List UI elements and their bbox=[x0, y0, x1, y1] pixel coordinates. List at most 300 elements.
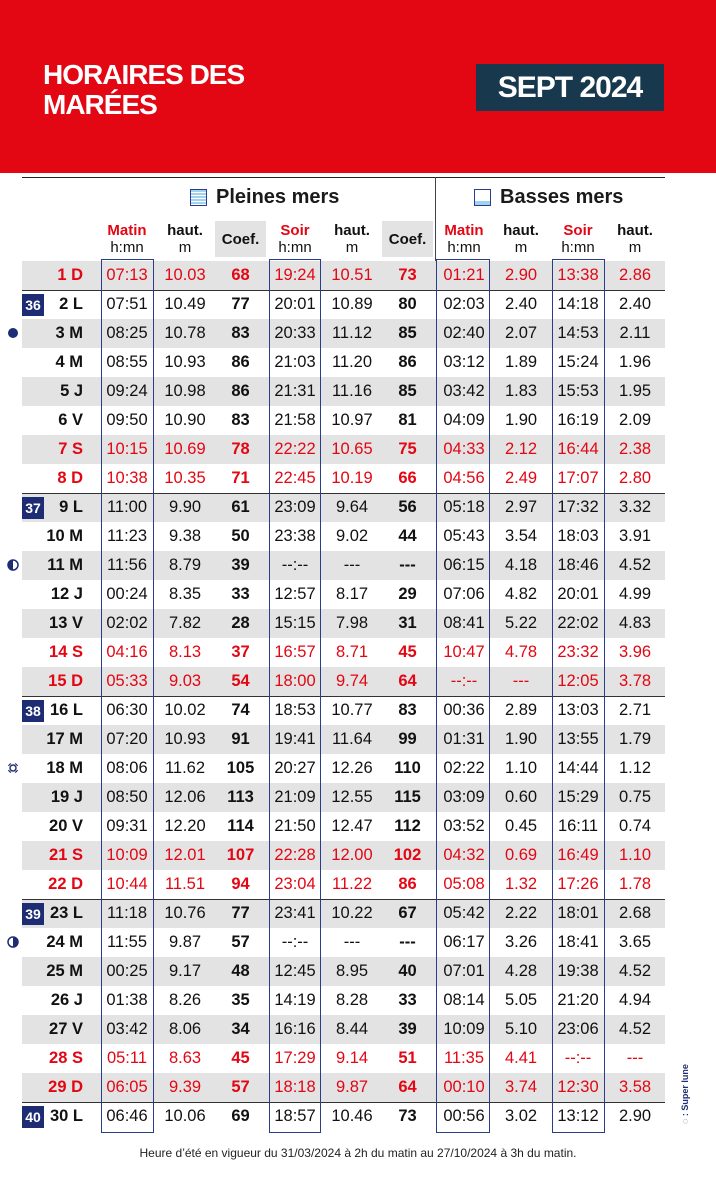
cell-day: 29 D bbox=[48, 1078, 83, 1096]
col-label: Coef. bbox=[388, 230, 427, 248]
cell-hs-h: 12.26 bbox=[331, 759, 373, 777]
cell-ls-t: 21:20 bbox=[557, 991, 599, 1009]
cell-hm-c: 45 bbox=[231, 1049, 250, 1067]
cell-lm-t: --:-- bbox=[450, 672, 478, 690]
cell-lm-h: 2.07 bbox=[504, 324, 538, 342]
week-number-badge: 39 bbox=[22, 903, 44, 925]
cell-ls-t: 19:38 bbox=[557, 962, 599, 980]
table-row bbox=[22, 986, 665, 1015]
cell-day: 23 L bbox=[49, 904, 83, 922]
group-separator bbox=[435, 177, 436, 261]
cell-hm-t: 00:25 bbox=[106, 962, 148, 980]
week-number-badge: 40 bbox=[22, 1106, 44, 1128]
cell-hs-t: 18:00 bbox=[274, 672, 316, 690]
cell-hm-t: 08:55 bbox=[106, 353, 148, 371]
cell-hs-h: 11.12 bbox=[331, 324, 373, 342]
cell-hm-h: 10.02 bbox=[164, 701, 206, 719]
cell-hs-c: 75 bbox=[398, 440, 417, 458]
cell-ls-t: 16:11 bbox=[557, 817, 599, 835]
cell-ls-t: 12:30 bbox=[557, 1078, 599, 1096]
cell-day: 4 M bbox=[55, 353, 83, 371]
cell-hm-c: 78 bbox=[231, 440, 250, 458]
week-number-badge: 37 bbox=[22, 497, 44, 519]
cell-hs-t: 18:53 bbox=[274, 701, 316, 719]
cell-ls-h: 3.96 bbox=[618, 643, 652, 661]
table-row bbox=[22, 261, 665, 290]
cell-hm-c: 71 bbox=[231, 469, 250, 487]
cell-ls-h: 3.65 bbox=[618, 933, 652, 951]
cell-lm-t: 00:56 bbox=[443, 1107, 485, 1125]
title-line-2: MARÉES bbox=[43, 89, 157, 120]
cell-hm-t: 08:25 bbox=[106, 324, 148, 342]
cell-hs-c: 110 bbox=[394, 759, 421, 777]
cell-ls-t: 16:44 bbox=[557, 440, 599, 458]
cell-hm-c: 54 bbox=[231, 672, 250, 690]
cell-lm-h: 4.18 bbox=[504, 556, 538, 574]
table-row bbox=[22, 377, 665, 406]
cell-ls-t: 12:05 bbox=[557, 672, 599, 690]
cell-day: 21 S bbox=[49, 846, 83, 864]
cell-hs-h: 11.16 bbox=[331, 382, 373, 400]
col-high-morning-coef bbox=[215, 221, 266, 257]
cell-lm-h: 1.89 bbox=[504, 353, 538, 371]
cell-ls-h: 2.11 bbox=[619, 324, 651, 342]
cell-hs-h: 10.46 bbox=[331, 1107, 373, 1125]
cell-hs-h: 8.28 bbox=[335, 991, 369, 1009]
cell-hm-h: 10.78 bbox=[164, 324, 206, 342]
header-banner bbox=[0, 0, 716, 173]
cell-ls-h: 3.78 bbox=[618, 672, 652, 690]
cell-hm-h: 10.76 bbox=[164, 904, 206, 922]
col-high-evening-time bbox=[269, 221, 321, 257]
col-label: Soir bbox=[280, 222, 310, 239]
cell-day: 24 M bbox=[46, 933, 83, 951]
cell-ls-h: 3.58 bbox=[618, 1078, 652, 1096]
col-unit: m bbox=[514, 239, 528, 256]
cell-ls-t: 18:01 bbox=[557, 904, 599, 922]
table-row bbox=[22, 812, 665, 841]
cell-hm-t: 07:51 bbox=[106, 295, 148, 313]
cell-ls-h: 0.75 bbox=[618, 788, 652, 806]
table-row bbox=[22, 928, 665, 957]
cell-hs-c: 67 bbox=[398, 904, 417, 922]
cell-ls-t: 18:03 bbox=[557, 527, 599, 545]
cell-lm-t: 05:42 bbox=[443, 904, 485, 922]
cell-hm-c: 50 bbox=[231, 527, 250, 545]
cell-ls-h: 4.52 bbox=[618, 962, 652, 980]
cell-day: 18 M bbox=[46, 759, 83, 777]
cell-hs-h: 10.65 bbox=[331, 440, 373, 458]
table-row bbox=[22, 725, 665, 754]
cell-hm-h: 8.35 bbox=[168, 585, 202, 603]
cell-hs-t: --:-- bbox=[281, 556, 309, 574]
cell-hs-t: 21:58 bbox=[274, 411, 316, 429]
cell-ls-t: 13:55 bbox=[557, 730, 599, 748]
cell-ls-h: 2.38 bbox=[618, 440, 652, 458]
cell-lm-h: 0.60 bbox=[504, 788, 538, 806]
cell-hs-c: 81 bbox=[398, 411, 417, 429]
cell-hm-h: 9.38 bbox=[168, 527, 202, 545]
cell-hm-c: 61 bbox=[231, 498, 250, 516]
cell-lm-h: 2.97 bbox=[504, 498, 538, 516]
cell-lm-h: 2.89 bbox=[504, 701, 538, 719]
cell-hm-t: 10:15 bbox=[106, 440, 148, 458]
cell-hm-t: 08:50 bbox=[106, 788, 148, 806]
cell-hs-c: 73 bbox=[398, 1107, 417, 1125]
week-number-badge: 38 bbox=[22, 700, 44, 722]
cell-hm-h: 7.82 bbox=[168, 614, 202, 632]
cell-hm-c: 113 bbox=[227, 788, 254, 806]
cell-hs-t: 19:24 bbox=[274, 266, 316, 284]
cell-day: 1 D bbox=[57, 266, 83, 284]
cell-lm-h: 2.22 bbox=[504, 904, 538, 922]
cell-hm-h: 10.98 bbox=[164, 382, 206, 400]
cell-ls-h: 1.79 bbox=[618, 730, 652, 748]
cell-hs-c: 86 bbox=[398, 353, 417, 371]
col-unit: h:mn bbox=[110, 239, 144, 256]
cell-hm-c: 39 bbox=[231, 556, 250, 574]
cell-hm-t: 06:30 bbox=[106, 701, 148, 719]
cell-ls-h: 1.95 bbox=[618, 382, 652, 400]
table-row bbox=[22, 464, 665, 493]
cell-hm-t: 11:23 bbox=[106, 527, 148, 545]
table-row bbox=[22, 580, 665, 609]
cell-hm-h: 9.90 bbox=[168, 498, 202, 516]
cell-hm-c: 105 bbox=[226, 759, 255, 777]
cell-ls-h: 1.12 bbox=[618, 759, 652, 777]
cell-lm-h: --- bbox=[512, 672, 530, 690]
cell-lm-h: 3.02 bbox=[504, 1107, 538, 1125]
col-label: haut. bbox=[503, 222, 539, 239]
first-quarter-moon-icon bbox=[7, 559, 19, 571]
cell-lm-t: 02:40 bbox=[443, 324, 485, 342]
cell-hm-c: 74 bbox=[231, 701, 250, 719]
cell-hm-h: 8.13 bbox=[168, 643, 202, 661]
cell-lm-h: 5.22 bbox=[504, 614, 538, 632]
cell-lm-h: 3.74 bbox=[504, 1078, 538, 1096]
cell-hm-t: 04:16 bbox=[106, 643, 148, 661]
new-moon-icon bbox=[7, 327, 19, 339]
cell-hs-t: 22:28 bbox=[274, 846, 316, 864]
cell-hm-t: 10:44 bbox=[106, 875, 148, 893]
cell-ls-t: --:-- bbox=[564, 1049, 592, 1067]
cell-lm-t: 04:56 bbox=[443, 469, 485, 487]
cell-day: 8 D bbox=[57, 469, 83, 487]
cell-ls-t: 15:29 bbox=[557, 788, 599, 806]
cell-lm-t: 10:09 bbox=[443, 1020, 485, 1038]
cell-hs-c: 51 bbox=[398, 1049, 417, 1067]
cell-lm-t: 08:41 bbox=[443, 614, 485, 632]
cell-hm-c: 69 bbox=[231, 1107, 250, 1125]
cell-hm-t: 11:18 bbox=[106, 904, 148, 922]
week-separator bbox=[22, 290, 665, 291]
cell-hm-h: 8.06 bbox=[168, 1020, 202, 1038]
high-tide-icon bbox=[190, 189, 207, 206]
cell-ls-h: 2.90 bbox=[618, 1107, 652, 1125]
table-row bbox=[22, 696, 665, 725]
cell-day: 11 M bbox=[47, 556, 83, 574]
cell-hm-c: 114 bbox=[227, 817, 254, 835]
cell-lm-t: 04:32 bbox=[443, 846, 485, 864]
cell-day: 13 V bbox=[49, 614, 83, 632]
cell-hm-c: 33 bbox=[231, 585, 250, 603]
col-label: haut. bbox=[334, 222, 370, 239]
cell-day: 19 J bbox=[50, 788, 83, 806]
cell-day: 26 J bbox=[50, 991, 83, 1009]
cell-day: 14 S bbox=[49, 643, 83, 661]
cell-hs-h: 10.19 bbox=[331, 469, 373, 487]
cell-hs-h: 11.22 bbox=[331, 875, 373, 893]
cell-day: 10 M bbox=[46, 527, 83, 545]
cell-hm-h: 12.06 bbox=[164, 788, 206, 806]
cell-ls-h: 4.52 bbox=[618, 1020, 652, 1038]
cell-ls-t: 14:53 bbox=[557, 324, 599, 342]
cell-ls-h: 4.52 bbox=[618, 556, 652, 574]
cell-hs-h: 12.00 bbox=[331, 846, 373, 864]
cell-hs-h: 10.89 bbox=[331, 295, 373, 313]
cell-lm-t: 10:47 bbox=[443, 643, 485, 661]
cell-hm-t: 09:50 bbox=[106, 411, 148, 429]
cell-hs-h: 8.44 bbox=[335, 1020, 369, 1038]
cell-hs-h: 9.14 bbox=[335, 1049, 369, 1067]
col-label: Matin bbox=[107, 222, 147, 239]
cell-lm-h: 3.26 bbox=[504, 933, 538, 951]
col-unit: m bbox=[345, 239, 359, 256]
cell-hm-c: 28 bbox=[231, 614, 250, 632]
table-row bbox=[22, 1015, 665, 1044]
cell-lm-t: 08:14 bbox=[443, 991, 485, 1009]
cell-hs-c: 44 bbox=[398, 527, 417, 545]
cell-lm-t: 01:21 bbox=[443, 266, 485, 284]
cell-lm-h: 4.28 bbox=[504, 962, 538, 980]
cell-lm-t: 03:42 bbox=[443, 382, 485, 400]
cell-hm-t: 03:42 bbox=[106, 1020, 148, 1038]
cell-hs-t: 20:27 bbox=[274, 759, 316, 777]
cell-hs-t: 20:01 bbox=[274, 295, 316, 313]
cell-ls-t: 13:38 bbox=[557, 266, 599, 284]
week-separator bbox=[22, 899, 665, 900]
cell-ls-t: 17:32 bbox=[557, 498, 599, 516]
cell-hs-h: 9.64 bbox=[335, 498, 369, 516]
col-low-morning-time bbox=[438, 221, 490, 257]
cell-hs-c: 64 bbox=[398, 672, 417, 690]
cell-hs-c: 83 bbox=[398, 701, 417, 719]
cell-ls-h: 3.32 bbox=[618, 498, 652, 516]
cell-hs-t: 21:09 bbox=[274, 788, 316, 806]
table-row bbox=[22, 319, 665, 348]
cell-lm-t: 05:43 bbox=[443, 527, 485, 545]
cell-lm-h: 3.54 bbox=[504, 527, 538, 545]
cell-lm-t: 11:35 bbox=[443, 1049, 485, 1067]
table-row bbox=[22, 1044, 665, 1073]
cell-hs-c: 66 bbox=[398, 469, 417, 487]
cell-hs-c: 33 bbox=[398, 991, 417, 1009]
cell-hs-h: 8.71 bbox=[335, 643, 369, 661]
table-row bbox=[22, 841, 665, 870]
cell-hs-t: 14:19 bbox=[274, 991, 316, 1009]
cell-day: 6 V bbox=[58, 411, 83, 429]
cell-hs-h: 10.97 bbox=[331, 411, 373, 429]
cell-hs-h: 12.47 bbox=[331, 817, 373, 835]
cell-hm-h: 12.20 bbox=[164, 817, 206, 835]
cell-ls-t: 18:41 bbox=[557, 933, 599, 951]
cell-hs-t: 21:31 bbox=[274, 382, 316, 400]
cell-hm-h: 9.39 bbox=[168, 1078, 202, 1096]
cell-hs-c: 99 bbox=[398, 730, 417, 748]
cell-ls-t: 17:07 bbox=[557, 469, 599, 487]
cell-day: 3 M bbox=[55, 324, 83, 342]
cell-ls-h: 4.99 bbox=[618, 585, 652, 603]
cell-hs-c: 102 bbox=[393, 846, 422, 864]
cell-day: 15 D bbox=[48, 672, 83, 690]
week-separator bbox=[22, 1102, 665, 1103]
cell-lm-t: 04:33 bbox=[443, 440, 485, 458]
cell-lm-h: 1.83 bbox=[504, 382, 538, 400]
cell-ls-h: 1.78 bbox=[618, 875, 652, 893]
table-row bbox=[22, 348, 665, 377]
month-badge bbox=[476, 64, 664, 111]
cell-ls-t: 22:02 bbox=[557, 614, 599, 632]
cell-ls-t: 17:26 bbox=[557, 875, 599, 893]
cell-hm-c: 107 bbox=[226, 846, 255, 864]
cell-hs-h: 10.22 bbox=[331, 904, 373, 922]
cell-hs-h: 10.51 bbox=[331, 266, 373, 284]
cell-lm-h: 1.32 bbox=[504, 875, 538, 893]
cell-day: 16 L bbox=[49, 701, 83, 719]
table-row bbox=[22, 522, 665, 551]
cell-lm-h: 1.90 bbox=[504, 411, 538, 429]
cell-hm-t: 02:02 bbox=[106, 614, 148, 632]
last-quarter-moon-icon bbox=[7, 936, 19, 948]
table-row bbox=[22, 609, 665, 638]
month-label: SEPT 2024 bbox=[497, 70, 643, 104]
cell-hm-c: 57 bbox=[231, 1078, 250, 1096]
cell-hs-t: 21:50 bbox=[274, 817, 316, 835]
cell-lm-t: 03:12 bbox=[443, 353, 485, 371]
cell-ls-h: 2.71 bbox=[618, 701, 652, 719]
high-tide-group-title bbox=[190, 185, 339, 209]
cell-hm-t: 08:06 bbox=[106, 759, 148, 777]
cell-hm-t: 01:38 bbox=[106, 991, 148, 1009]
cell-ls-t: 13:03 bbox=[557, 701, 599, 719]
cell-hs-t: 16:57 bbox=[274, 643, 316, 661]
cell-ls-h: 1.96 bbox=[618, 353, 652, 371]
cell-hs-t: 23:41 bbox=[274, 904, 316, 922]
cell-hm-t: 05:33 bbox=[106, 672, 148, 690]
cell-hm-h: 10.69 bbox=[164, 440, 206, 458]
cell-lm-h: 2.49 bbox=[504, 469, 538, 487]
col-label: Coef. bbox=[221, 230, 260, 248]
cell-hs-c: 86 bbox=[398, 875, 417, 893]
cell-hm-h: 8.79 bbox=[168, 556, 202, 574]
cell-ls-t: 14:18 bbox=[557, 295, 599, 313]
cell-lm-h: 4.82 bbox=[504, 585, 538, 603]
col-unit: h:mn bbox=[561, 239, 595, 256]
cell-day: 28 S bbox=[49, 1049, 83, 1067]
cell-hs-t: 16:16 bbox=[274, 1020, 316, 1038]
week-separator bbox=[22, 696, 665, 697]
cell-hm-h: 10.49 bbox=[164, 295, 206, 313]
cell-hm-c: 34 bbox=[231, 1020, 250, 1038]
cell-hm-h: 11.51 bbox=[164, 875, 206, 893]
super-moon-legend bbox=[678, 1062, 692, 1126]
col-unit: m bbox=[178, 239, 192, 256]
week-separator bbox=[22, 493, 665, 494]
cell-ls-h: 1.10 bbox=[618, 846, 652, 864]
super-moon-legend-icon: ◌ bbox=[680, 1118, 690, 1124]
cell-hm-t: 11:55 bbox=[106, 933, 148, 951]
cell-hm-c: 83 bbox=[231, 324, 250, 342]
cell-hm-t: 09:24 bbox=[106, 382, 148, 400]
col-high-morning-time bbox=[101, 221, 153, 257]
cell-hm-h: 10.35 bbox=[164, 469, 206, 487]
cell-hm-c: 94 bbox=[231, 875, 250, 893]
cell-hs-h: 8.17 bbox=[335, 585, 369, 603]
cell-hm-c: 37 bbox=[231, 643, 250, 661]
cell-hm-t: 10:38 bbox=[106, 469, 148, 487]
table-row bbox=[22, 1073, 665, 1102]
cell-lm-t: 07:01 bbox=[443, 962, 485, 980]
cell-lm-t: 03:09 bbox=[443, 788, 485, 806]
cell-hs-t: 15:15 bbox=[274, 614, 316, 632]
cell-hs-h: 11.20 bbox=[331, 353, 373, 371]
cell-lm-h: 2.12 bbox=[504, 440, 538, 458]
cell-lm-h: 5.10 bbox=[504, 1020, 538, 1038]
cell-hm-h: 10.06 bbox=[164, 1107, 206, 1125]
cell-hs-h: 8.95 bbox=[335, 962, 369, 980]
cell-ls-h: 2.86 bbox=[618, 266, 652, 284]
cell-lm-t: 00:36 bbox=[443, 701, 485, 719]
cell-day: 22 D bbox=[48, 875, 83, 893]
cell-hm-c: 91 bbox=[231, 730, 250, 748]
cell-hm-t: 06:05 bbox=[106, 1078, 148, 1096]
col-label: haut. bbox=[167, 222, 203, 239]
table-row bbox=[22, 667, 665, 696]
col-unit: m bbox=[628, 239, 642, 256]
week-number-badge: 36 bbox=[22, 294, 44, 316]
cell-lm-t: 04:09 bbox=[443, 411, 485, 429]
cell-hm-t: 07:13 bbox=[106, 266, 148, 284]
cell-hm-t: 11:56 bbox=[106, 556, 148, 574]
high-tide-label: Pleines mers bbox=[216, 185, 340, 208]
cell-hm-h: 9.87 bbox=[168, 933, 202, 951]
cell-day: 9 L bbox=[59, 498, 83, 516]
cell-hm-c: 77 bbox=[231, 904, 250, 922]
col-high-morning-height bbox=[155, 221, 215, 257]
col-unit: h:mn bbox=[447, 239, 481, 256]
cell-hs-t: 22:22 bbox=[274, 440, 316, 458]
cell-lm-t: 06:17 bbox=[443, 933, 485, 951]
cell-hs-h: 9.87 bbox=[335, 1078, 369, 1096]
cell-hs-c: 85 bbox=[398, 382, 417, 400]
col-label: haut. bbox=[617, 222, 653, 239]
cell-hm-h: 11.62 bbox=[164, 759, 206, 777]
cell-day: 5 J bbox=[60, 382, 83, 400]
cell-day: 12 J bbox=[50, 585, 83, 603]
col-high-evening-height bbox=[322, 221, 382, 257]
col-label: Matin bbox=[444, 222, 484, 239]
cell-lm-t: 03:52 bbox=[443, 817, 485, 835]
cell-ls-h: --- bbox=[626, 1049, 644, 1067]
cell-hs-c: 31 bbox=[398, 614, 417, 632]
cell-ls-h: 4.94 bbox=[618, 991, 652, 1009]
cell-hm-h: 10.90 bbox=[164, 411, 206, 429]
cell-hm-t: 11:00 bbox=[106, 498, 148, 516]
cell-hm-h: 9.17 bbox=[168, 962, 202, 980]
cell-hs-t: 23:04 bbox=[274, 875, 316, 893]
col-low-evening-height bbox=[606, 221, 664, 257]
table-row bbox=[22, 783, 665, 812]
